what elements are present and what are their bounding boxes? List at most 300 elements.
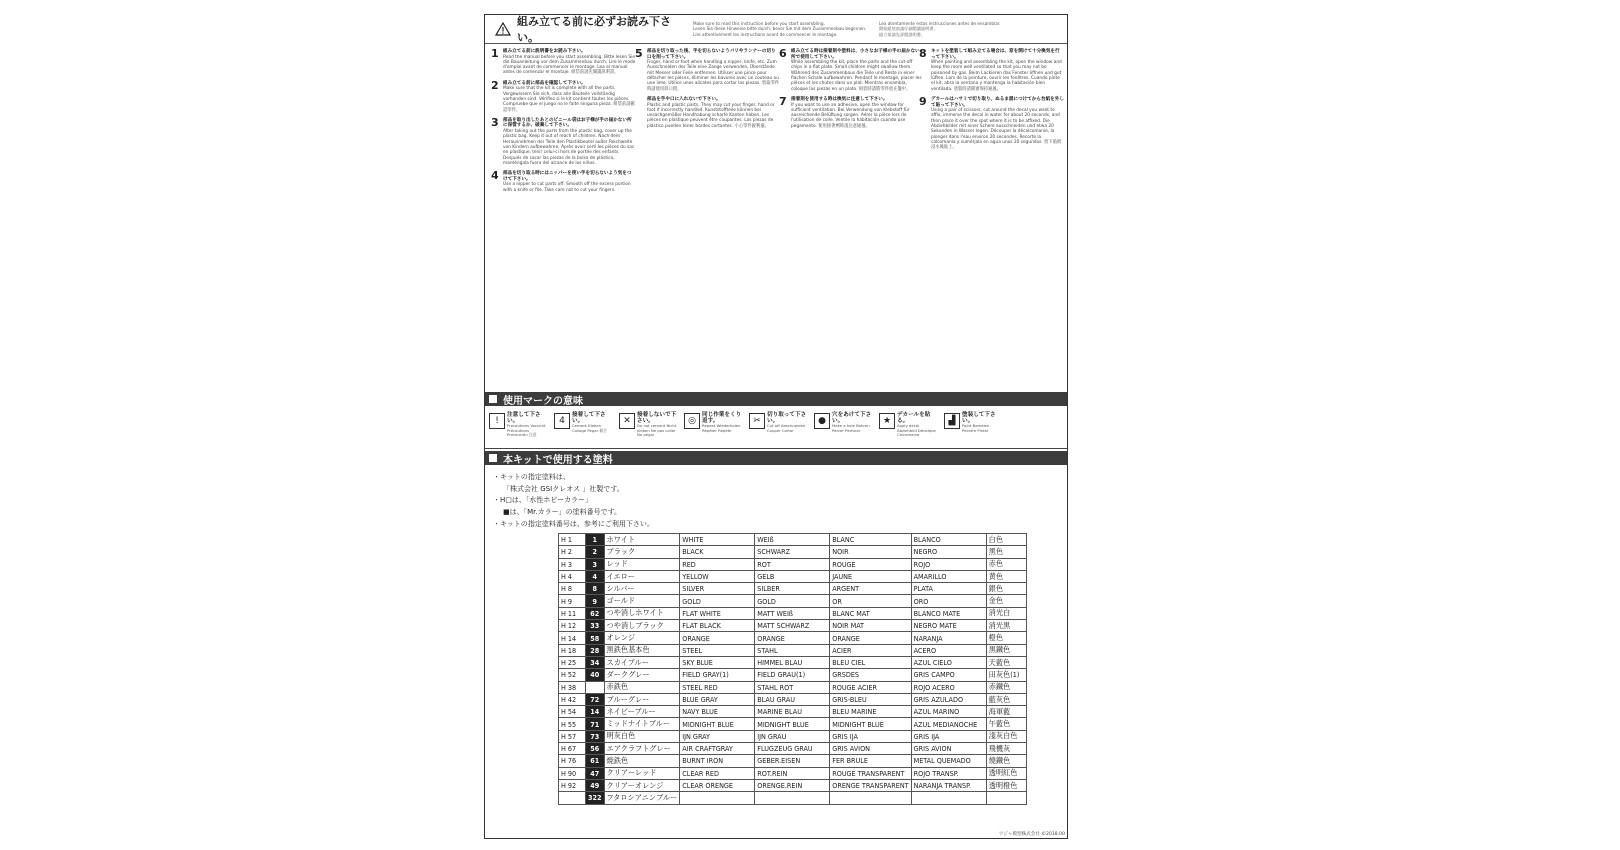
- paint-cell-de: GOLD: [755, 595, 830, 607]
- paint-cell-jp: スカイブルー: [604, 656, 680, 668]
- step-text-translation: While assembling the kit, place the parts and the cut-off chips in a flat plate. Small children might swallow them. Während des Zusammenbaus die Teile und Reste in einer flachen Schale aufbewahren. Pendant le montage, placer les pièces et les chutes dans un plat. Mientras ensambla, coloque las piezas en un plato. 組装時請將零件放在盤中。: [791, 60, 922, 92]
- paint-cell-de: ORANGE: [755, 632, 830, 644]
- paint-cell-de: [755, 792, 830, 804]
- paint-cell-es: AZUL MEDIANOCHE: [911, 718, 986, 730]
- paint-cell-jp: 黒鉄色基本色: [604, 644, 680, 656]
- paint-cell-h: H 11: [559, 607, 586, 619]
- paint-cell-h: H 2: [559, 546, 586, 558]
- mark-translation: Repeat Wiederholen Répéter Repetir: [702, 423, 741, 433]
- paint-cell-c: 61: [586, 755, 605, 767]
- paint-cell-cn: 白色: [986, 534, 1026, 546]
- paint-cell-c: 73: [586, 730, 605, 742]
- paint-cell-h: [559, 792, 586, 804]
- paint-row: [559, 620, 1027, 632]
- paint-cell-h: H 57: [559, 730, 586, 742]
- paint-cell-cn: 赤鐵色: [986, 681, 1026, 693]
- paint-info-line: ・キットの指定塗料は、: [493, 473, 570, 481]
- paint-cell-es: PLATA: [911, 583, 986, 595]
- instruction-sheet: [484, 14, 1068, 839]
- paint-cell-fr: GRIS AVION: [830, 743, 911, 755]
- paint-row: [559, 767, 1027, 779]
- paint-info-line: ・H□は、「水性ホビーカラー」: [493, 496, 592, 505]
- step-number: 5: [635, 47, 643, 60]
- paint-cell-jp: つや消しブラック: [604, 620, 680, 632]
- paint-cell-jp: イエロー: [604, 570, 680, 582]
- paint-cell-c: 40: [586, 669, 605, 681]
- step-text-jp: 部品を取り出したあとのビニール袋はお子様が手の届かない所に保管するか、破棄して下さい。: [503, 117, 632, 129]
- paint-cell-c: 4: [586, 570, 605, 582]
- paint-cell-c: 47: [586, 767, 605, 779]
- paint-cell-fr: GRSDES: [830, 669, 911, 681]
- square-bullet-icon: [489, 395, 497, 403]
- paint-cell-cn: 黑色: [986, 546, 1026, 558]
- mark-caution: [489, 413, 549, 442]
- mark-label: 同じ作業をくり返す。: [702, 412, 742, 424]
- paint-cell-jp: 明灰白色: [604, 730, 680, 742]
- paint-cell-h: H 8: [559, 583, 586, 595]
- paint-row: [559, 632, 1027, 644]
- warning-translation: 開始組装前請仔細閱讀説明書。: [879, 26, 938, 32]
- paint-cell-en: [680, 792, 755, 804]
- mark-cement: [554, 413, 614, 442]
- paint-cell-de: STAHL: [755, 644, 830, 656]
- paint-cell-cn: 橙色: [986, 632, 1026, 644]
- step-text-jp: 部品を切り取る時にはニッパーを使い手を切らないよう気をつけて下さい。: [503, 171, 632, 182]
- step-text-translation: Plastic and plastic parts. They may cut your finger, hand or foot if incorrectly handled. Kunststoffteile können bei unsachgemäßer Handhabung scharfe Kanten haben. Les pièces en plastique peuvent être coupantes. Las piezas de plástico pueden tener bordes cortantes. 小心零件銳利處。: [647, 102, 775, 129]
- paint-cell-h: H 76: [559, 755, 586, 767]
- paint-cell-fr: BLEU MARINE: [830, 706, 911, 718]
- square-bullet-icon: [489, 454, 497, 462]
- paint-cell-cn: 透明橙色: [986, 779, 1026, 791]
- paint-cell-h: H 9: [559, 595, 586, 607]
- paint-cell-h: H 67: [559, 743, 586, 755]
- paint-cell-en: BLACK: [680, 546, 755, 558]
- step-5b: [647, 97, 780, 129]
- paint-cell-fr: OR: [830, 595, 911, 607]
- paint-cell-de: ROT: [755, 558, 830, 570]
- warning-translations-2: [879, 21, 1029, 37]
- step-9: [919, 94, 1064, 151]
- paint-cell-jp: ブラック: [604, 546, 680, 558]
- paint-cell-es: GRIS IJA: [911, 730, 986, 742]
- paint-cell-h: H 55: [559, 718, 586, 730]
- step-text-translation: After taking out the parts from the plastic bag, cover up the plastic bag. Keep it out of reach of children. Nach dem Herausnehmen der Teile den Plastikbeutel außer Reichweite von Kindern aufbewahren. Après avoir sorti les pièces du sac en plastique, tenir celui-ci hors de portée des enfants. Después de sacar las piezas de la bolsa de plástico, manténgala fuera del alcance de los niños.: [503, 129, 635, 166]
- paint-cell-c: 34: [586, 656, 605, 668]
- paint-cell-c: 8: [586, 583, 605, 595]
- paint-cell-fr: NOIR MAT: [830, 620, 911, 632]
- paint-section-title: 本キットで使用する塗料: [503, 454, 613, 466]
- paint-cell-en: CLEAR RED: [680, 767, 755, 779]
- paint-cell-h: H 52: [559, 669, 586, 681]
- step-number: 3: [491, 115, 499, 129]
- warning-icon: [495, 22, 511, 36]
- step-8: [919, 47, 1064, 92]
- paint-cell-cn: 消光白: [986, 607, 1026, 619]
- paint-cell-cn: 消光黒: [986, 620, 1026, 632]
- paint-cell-c: 3: [586, 558, 605, 570]
- mark-label: 塗装して下さい。: [962, 412, 996, 424]
- paint-cell-jp: ブルーグレー: [604, 693, 680, 705]
- paint-cell-es: ACERO: [911, 644, 986, 656]
- step-text-jp: 接着剤を使用する時は換気に注意して下さい。: [791, 96, 888, 102]
- step-text-jp: 部品を手や口に入れないで下さい。: [647, 96, 721, 102]
- paint-cell-fr: BLANC: [830, 534, 911, 546]
- paint-cell-en: CLEAR ORENGE: [680, 779, 755, 791]
- step-number: 2: [491, 78, 499, 92]
- paint-cell-h: H 25: [559, 656, 586, 668]
- step-text-translation: Read the manual before you start assembling. Bitte lesen Sie die Bauanleitung vor dem Zusammenbau durch. Lire le mode d'emploi avant de commencer le montage. Lea el manual antes de comenzar el montaje. 組装前請先閱讀説明書。: [503, 54, 636, 76]
- paint-cell-cn: 銀色: [986, 583, 1026, 595]
- paint-info: [493, 472, 654, 531]
- paint-cell-jp: ネイビーブルー: [604, 706, 680, 718]
- step-number: 7: [779, 94, 787, 108]
- mark-translation: Cement Kleben Collage Pegar 黏合: [572, 423, 607, 433]
- paint-cell-es: ROJO: [911, 558, 986, 570]
- mark-label: 切り取って下さい。: [767, 412, 807, 424]
- paint-cell-es: AZUL CIELO: [911, 656, 986, 668]
- paint-cell-fr: ROUGE ACIER: [830, 681, 911, 693]
- cut-off-icon: ✂: [749, 413, 765, 429]
- paint-cell-h: H 18: [559, 644, 586, 656]
- paint-cell-fr: [830, 792, 911, 804]
- paint-cell-fr: ROUGE: [830, 558, 911, 570]
- warning-translations: [693, 21, 873, 37]
- paint-cell-jp: ダークグレー: [604, 669, 680, 681]
- paint-cell-de: MATT WEIß: [755, 607, 830, 619]
- paint-cell-cn: [986, 792, 1026, 804]
- paint-row: [559, 656, 1027, 668]
- paint-cell-fr: ORANGE: [830, 632, 911, 644]
- paint-cell-h: H 1: [559, 534, 586, 546]
- paint-cell-es: METAL QUEMADO: [911, 755, 986, 767]
- step-text-jp: 組み立てる前に説明書をお読み下さい。: [503, 49, 586, 54]
- paint-cell-es: BLANCO: [911, 534, 986, 546]
- mark-translation: Paint Bemalen Peindre Pintar: [962, 423, 990, 433]
- warning-translation: Lesen Sie diese Hinweise bitte durch, bevor Sie mit dem Zusammenbau beginnen.: [693, 26, 867, 32]
- step-4: [491, 169, 636, 193]
- paint-cell-fr: FER BRULE: [830, 755, 911, 767]
- mark-make-hole: [814, 413, 874, 442]
- paint-cell-cn: 赤色: [986, 558, 1026, 570]
- step-3: [491, 115, 636, 166]
- mark-decal: [879, 413, 939, 442]
- paint-cell-c: 72: [586, 693, 605, 705]
- paint-cell-es: AZUL MARINO: [911, 706, 986, 718]
- paint-cell-c: 14: [586, 706, 605, 718]
- paint-cell-es: NEGRO MATE: [911, 620, 986, 632]
- mark-label: デカールを貼る。: [897, 412, 931, 424]
- paint-cell-jp: ゴールド: [604, 595, 680, 607]
- mark-translation: Do not cement Nicht kleben Ne pas coller No pegar: [637, 423, 677, 438]
- paint-cell-c: 28: [586, 644, 605, 656]
- mark-translation: Make a hole Bohren Percer Perforar: [832, 423, 870, 433]
- paint-cell-cn: 田灰色(1): [986, 669, 1026, 681]
- paint-table-body: [559, 534, 1027, 805]
- paint-cell-h: H 14: [559, 632, 586, 644]
- mark-translation: Cut off Abschneiden Couper Cortar: [767, 423, 806, 433]
- paint-cell-h: H 12: [559, 620, 586, 632]
- paint-row: [559, 792, 1027, 804]
- paint-cell-fr: BLANC MAT: [830, 607, 911, 619]
- mark-translation: Precautions Vorsicht Précautions Precaución 注意: [507, 423, 546, 438]
- paint-row: [559, 718, 1027, 730]
- paint-cell-es: GRIS CAMPO: [911, 669, 986, 681]
- mark-do-not-cement: [619, 413, 679, 442]
- step-text-translation: Finger, hand or foot when handling a nipper, knife, etc. Zum Ausschneiden der Teile eine Zange verwenden, Überstände mit Messer oder Feile entfernen. Utiliser une pince pour détacher les pièces, éliminer les bavures avec un couteau ou une lime. Utilice unos alicates para cortar las piezas. 剪取零件時請使用斜口鉗。: [647, 60, 780, 92]
- paint-cell-de: STAHL ROT: [755, 681, 830, 693]
- paint-cell-de: HIMMEL BLAU: [755, 656, 830, 668]
- paint-row: [559, 607, 1027, 619]
- paint-icon: ▟: [944, 413, 960, 429]
- paint-cell-cn: 午藍色: [986, 718, 1026, 730]
- paint-cell-h: H 3: [559, 558, 586, 570]
- paint-row: [559, 755, 1027, 767]
- paint-cell-c: 71: [586, 718, 605, 730]
- paint-cell-en: FLAT BLACK: [680, 620, 755, 632]
- mark-label: 穴をあけて下さい。: [832, 412, 872, 424]
- paint-cell-en: MIDNIGHT BLUE: [680, 718, 755, 730]
- paint-cell-jp: ホワイト: [604, 534, 680, 546]
- paint-cell-h: H 4: [559, 570, 586, 582]
- paint-cell-h: H 90: [559, 767, 586, 779]
- warning-translation: Make sure to read this instruction before you start assembling.: [693, 21, 825, 27]
- paint-cell-en: BLUE GRAY: [680, 693, 755, 705]
- paint-cell-c: 9: [586, 595, 605, 607]
- mark-label: 注意して下さい。: [507, 412, 541, 424]
- paint-cell-de: GELB: [755, 570, 830, 582]
- step-number: 4: [491, 169, 499, 183]
- do-not-cement-icon: ✕: [619, 413, 635, 429]
- paint-cell-h: H 92: [559, 779, 586, 791]
- paint-cell-en: NAVY BLUE: [680, 706, 755, 718]
- marks-legend: [485, 407, 1067, 449]
- paint-cell-de: FIELD GRAU(1): [755, 669, 830, 681]
- paint-cell-es: [911, 792, 986, 804]
- paint-cell-jp: 焼鉄色: [604, 755, 680, 767]
- repeat-icon: ◎: [684, 413, 700, 429]
- paint-cell-de: MARINE BLAU: [755, 706, 830, 718]
- decal-icon: ★: [879, 413, 895, 429]
- paint-cell-de: ROT.REIN: [755, 767, 830, 779]
- paint-cell-es: NARANJA TRANSP.: [911, 779, 986, 791]
- paint-row: [559, 693, 1027, 705]
- paint-row: [559, 706, 1027, 718]
- paint-row: [559, 644, 1027, 656]
- paint-cell-h: H 42: [559, 693, 586, 705]
- instructions-area: [485, 43, 1067, 392]
- warning-header: [485, 15, 1067, 44]
- paint-cell-jp: クリアーレッド: [604, 767, 680, 779]
- paint-cell-c: 58: [586, 632, 605, 644]
- step-1: [491, 47, 636, 76]
- paint-cell-fr: NOIR: [830, 546, 911, 558]
- paint-cell-cn: 飛機灰: [986, 743, 1026, 755]
- step-6: [779, 47, 924, 92]
- paint-row: [559, 779, 1027, 791]
- paint-cell-en: RED: [680, 558, 755, 570]
- paint-cell-jp: つや消しホワイト: [604, 607, 680, 619]
- paint-cell-en: GOLD: [680, 595, 755, 607]
- step-text-translation: Using a pair of scissors, cut around the decal you want to affix, immerse the decal in water for about 20 seconds, and then place it over the spot where it is to be affixed. Die Abziehbilder mit einer Schere ausschneiden und etwa 20 Sekunden in Wasser legen. Découper la décalcomanie, la plonger dans l'eau environ 20 secondes. Recorte la calcomanía y sumérjala en agua unos 20 segundos. 剪下貼紙浸水後貼上。: [931, 108, 1062, 151]
- paint-cell-fr: GRIS-BLEU: [830, 693, 911, 705]
- paint-cell-fr: BLEU CIEL: [830, 656, 911, 668]
- paint-cell-es: BLANCO MATE: [911, 607, 986, 619]
- mark-repeat: [684, 413, 744, 442]
- paint-info-line: 「株式会社 GSIクレオス 」社製です。: [503, 484, 624, 493]
- paint-cell-es: GRIS AVION: [911, 743, 986, 755]
- paint-cell-en: IJN GRAY: [680, 730, 755, 742]
- paint-cell-en: ORANGE: [680, 632, 755, 644]
- step-text-translation: Use a nipper to cut parts off. Smooth off the excess portion with a knife or file. Take care not to cut your fingers.: [503, 182, 631, 193]
- paint-cell-es: ROJO TRANSP.: [911, 767, 986, 779]
- paint-cell-c: [586, 681, 605, 693]
- cement-icon: 4: [554, 413, 570, 429]
- paint-cell-de: MATT SCHWARZ: [755, 620, 830, 632]
- paint-row: [559, 743, 1027, 755]
- paint-cell-jp: クリアーオレンジ: [604, 779, 680, 791]
- step-text-translation: When painting and assembling the kit, open the window and keep the room well ventilated so that you may not be poisoned by gas. Beim Lackieren das Fenster öffnen und gut lüften. Lors de la peinture, ouvrir les fenêtres. Cuando pinte el kit, abra la ventana y mantenga la habitación bien ventilada. 塗裝時請開窗保持通風。: [931, 60, 1062, 92]
- paint-cell-de: MIDNIGHT BLUE: [755, 718, 830, 730]
- paint-cell-cn: 淺灰白色: [986, 730, 1026, 742]
- paint-cell-h: H 54: [559, 706, 586, 718]
- paint-cell-en: STEEL RED: [680, 681, 755, 693]
- paint-cell-de: ORENGE.REIN: [755, 779, 830, 791]
- paint-row: [559, 583, 1027, 595]
- paint-cell-c: 56: [586, 743, 605, 755]
- paint-cell-c: 33: [586, 620, 605, 632]
- paint-cell-c: 49: [586, 779, 605, 791]
- step-text-jp: キットを塗装して組み立てる場合は、窓を開けて十分換気を行って下さい。: [931, 49, 1060, 60]
- paint-cell-en: BURNT IRON: [680, 755, 755, 767]
- paint-row: [559, 534, 1027, 546]
- warning-translation: Lire attentivement les instructions avant de commencer le montage.: [693, 31, 838, 37]
- copyright-footer: ワジャ模型株式会社 ©2018.00: [998, 832, 1065, 837]
- paint-cell-c: 62: [586, 607, 605, 619]
- paint-cell-h: H 38: [559, 681, 586, 693]
- paint-cell-es: GRIS AZULADO: [911, 693, 986, 705]
- paint-row: [559, 595, 1027, 607]
- paint-cell-c: 1: [586, 534, 605, 546]
- paint-info-line: ・キットの指定塗料番号は、参考にご利用下さい。: [493, 519, 654, 528]
- paint-cell-fr: MIDNIGHT BLUE: [830, 718, 911, 730]
- paint-cell-cn: 黒鐵色: [986, 644, 1026, 656]
- paint-cell-en: STEEL: [680, 644, 755, 656]
- paint-info-line: ■は、「Mr.カラー」の塗料番号です。: [503, 508, 622, 517]
- instructions-column-4: [919, 47, 1064, 156]
- step-5: [635, 47, 780, 92]
- paint-cell-cn: 天藍色: [986, 656, 1026, 668]
- step-number: 6: [779, 47, 787, 60]
- paint-cell-en: FIELD GRAY(1): [680, 669, 755, 681]
- paint-cell-de: FLUGZEUG GRAU: [755, 743, 830, 755]
- paint-cell-cn: 燒鐵色: [986, 755, 1026, 767]
- instructions-column-3: [779, 47, 924, 134]
- paint-cell-c: 322: [586, 792, 605, 804]
- paint-cell-cn: 海軍藍: [986, 706, 1026, 718]
- paint-row: [559, 730, 1027, 742]
- paint-cell-en: WHITE: [680, 534, 755, 546]
- step-7: [779, 94, 924, 129]
- paint-cell-jp: ミッドナイトブルー: [604, 718, 680, 730]
- step-text-jp: 部品を切り取った後、手を切らないようバリやランナーの切り口を削って下さい。: [647, 49, 776, 60]
- step-2: [491, 78, 636, 113]
- marks-section-title: 使用マークの意味: [503, 395, 583, 407]
- paint-cell-de: SILBER: [755, 583, 830, 595]
- paint-cell-cn: 透明紅色: [986, 767, 1026, 779]
- caution-icon: !: [489, 413, 505, 429]
- paint-cell-en: SILVER: [680, 583, 755, 595]
- paint-row: [559, 558, 1027, 570]
- paint-cell-de: BLAU GRAU: [755, 693, 830, 705]
- paint-cell-en: FLAT WHITE: [680, 607, 755, 619]
- paint-cell-de: GEBER.EISEN: [755, 755, 830, 767]
- paint-cell-fr: GRIS IJA: [830, 730, 911, 742]
- mark-cut-off: [749, 413, 809, 442]
- instructions-column-2: [635, 47, 780, 134]
- paint-row: [559, 681, 1027, 693]
- paint-cell-jp: レッド: [604, 558, 680, 570]
- paint-cell-es: NARANJA: [911, 632, 986, 644]
- paint-cell-en: YELLOW: [680, 570, 755, 582]
- paint-cell-cn: 金色: [986, 595, 1026, 607]
- step-text-translation: If you want to use an adhesive, open the window for sufficient ventilation. Bei Verwendung von Klebstoff für ausreichende Belüftung sorgen. Aérer la pièce lors de l'utilisation de colle. Ventile la habitación cuando use pegamento. 使用接著劑時請注意通風。: [791, 102, 910, 129]
- step-text-translation: Make sure that the kit is complete with all the parts. Vergewissern Sie sich, dass alle Bauteile vollständig vorhanden sind. Vérifiez si le kit contient toutes les pièces. Compruebe que el juego no le falte ninguna pieza. 組装前請確認零件。: [503, 86, 635, 113]
- mark-paint: [944, 413, 1004, 442]
- paint-cell-de: IJN GRAU: [755, 730, 830, 742]
- paint-cell-es: ROJO ACERO: [911, 681, 986, 693]
- paint-table: [558, 533, 1027, 805]
- paint-cell-cn: 藍灰色: [986, 693, 1026, 705]
- make-hole-icon: ●: [814, 413, 830, 429]
- paint-cell-jp: シルバー: [604, 583, 680, 595]
- step-text-jp: 組み立てる前に部品を確認して下さい。: [503, 80, 586, 86]
- paint-cell-de: WEIß: [755, 534, 830, 546]
- warning-translation: Lea atentamente estas instrucciones antes de ensamblar.: [879, 21, 1001, 27]
- instructions-column-1: [491, 47, 636, 198]
- paint-cell-fr: ROUGE TRANSPARENT: [830, 767, 911, 779]
- paint-cell-fr: ORENGE TRANSPARENT: [830, 779, 911, 791]
- paint-cell-en: SKY BLUE: [680, 656, 755, 668]
- step-text-jp: デカールはハサミで切り取り、ぬるま湯につけてから台紙を外して貼って下さい。: [931, 96, 1064, 108]
- paint-cell-fr: JAUNE: [830, 570, 911, 582]
- step-number: 8: [919, 47, 927, 60]
- mark-translation: Apply decal Abziehbild Décalque Calcomanía: [897, 423, 936, 438]
- warning-title: 組み立てる前に必ずお読み下さい。: [517, 15, 671, 44]
- paint-row: [559, 546, 1027, 558]
- paint-row: [559, 669, 1027, 681]
- paint-cell-cn: 黄色: [986, 570, 1026, 582]
- paint-section-header: [485, 451, 1067, 465]
- paint-cell-jp: オレンジ: [604, 632, 680, 644]
- step-number: 1: [491, 47, 499, 60]
- paint-cell-es: AMARILLO: [911, 570, 986, 582]
- marks-section-header: [485, 392, 1067, 406]
- mark-label: 接着して下さい。: [572, 412, 606, 424]
- paint-cell-es: ORO: [911, 595, 986, 607]
- paint-cell-jp: エアクラフトグレー: [604, 743, 680, 755]
- paint-cell-fr: ARGENT: [830, 583, 911, 595]
- paint-cell-en: AIR CRAFTGRAY: [680, 743, 755, 755]
- step-text-jp: 組み立てる時は接着剤や塗料は、小さなお子様の手の届かない所で使用して下さい。: [791, 49, 920, 60]
- paint-cell-jp: フタロシアニンブルー: [604, 792, 680, 804]
- paint-cell-jp: 赤鉄色: [604, 681, 680, 693]
- paint-cell-de: SCHWARZ: [755, 546, 830, 558]
- warning-translation: 組立前請先詳閱説明書。: [879, 31, 926, 37]
- mark-label: 接着しないで下さい。: [637, 412, 677, 424]
- paint-row: [559, 570, 1027, 582]
- paint-cell-fr: ACIER: [830, 644, 911, 656]
- paint-cell-es: NEGRO: [911, 546, 986, 558]
